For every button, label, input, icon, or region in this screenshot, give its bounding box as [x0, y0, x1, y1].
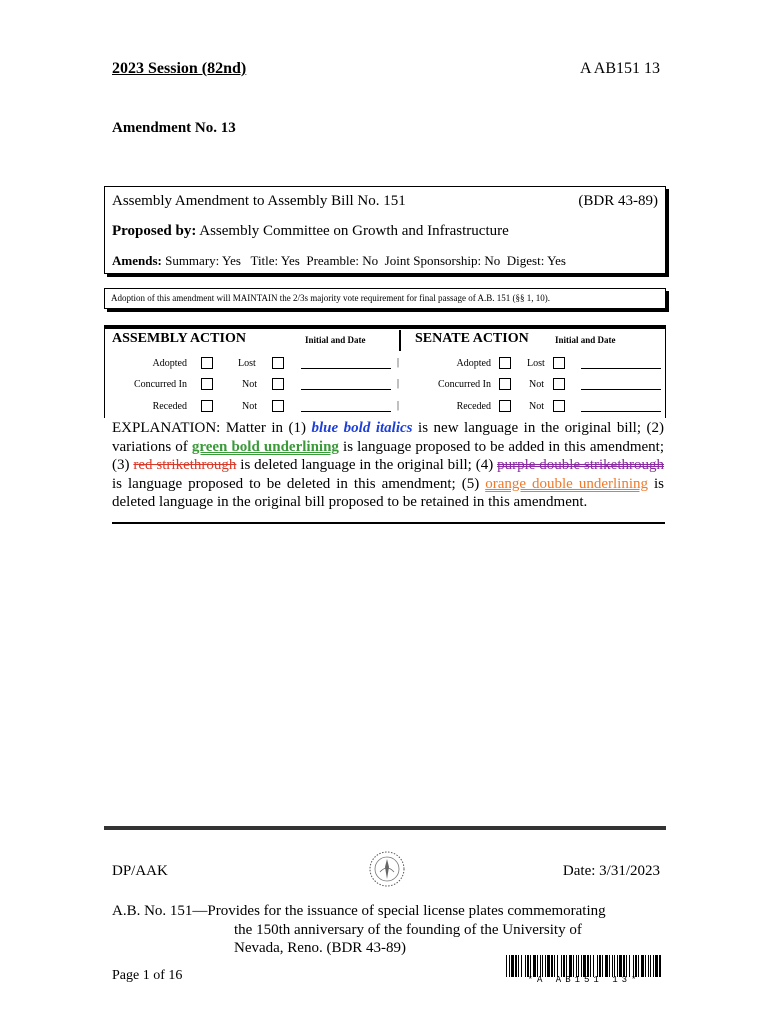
row-divider: |	[397, 378, 400, 389]
assembly-initial-line[interactable]	[301, 411, 391, 412]
senate-lost-checkbox[interactable]	[553, 357, 565, 369]
adoption-notice: Adoption of this amendment will MAINTAIN the 2/3s majority vote requirement for final passage of A.B. 151 (§§ 1, 10).	[111, 293, 550, 303]
senate-concurred-checkbox[interactable]	[499, 378, 511, 390]
assembly-initial-line[interactable]	[301, 389, 391, 390]
explanation-text: is deleted language in the original bill proposed to be retained in this amendment.	[112, 475, 665, 510]
assembly-adopted-checkbox[interactable]	[201, 357, 213, 369]
assembly-concurred-label: Concurred In	[133, 379, 187, 390]
amends-values: Summary: Yes Title: Yes Preamble: No Joint Sponsorship: No Digest: Yes	[165, 253, 566, 268]
action-separator	[399, 330, 401, 351]
assembly-not-receded-checkbox[interactable]	[272, 400, 284, 412]
bill-identifier: A AB151 13	[579, 60, 660, 77]
footer-divider	[104, 826, 666, 830]
action-table	[104, 325, 666, 418]
explanation-blue-bold-italics: blue bold italics	[311, 420, 413, 436]
bill-description-line: A.B. No. 151—Provides for the issuance of special license plates commemorating	[112, 903, 606, 919]
state-seal-icon	[368, 850, 406, 888]
bill-description	[112, 902, 606, 958]
drafter-initials: DP/AAK	[112, 863, 168, 879]
senate-receded-label: Receded	[456, 401, 491, 412]
proposed-by	[112, 223, 509, 240]
assembly-initial-and-date: Initial and Date	[305, 335, 366, 345]
amends-label: Amends:	[112, 253, 162, 268]
explanation-red-strikethrough: red strikethrough	[133, 457, 237, 473]
senate-lost-label: Lost	[527, 358, 545, 369]
explanation-text: is new language in the original bill; (2) variations of	[112, 420, 665, 455]
amendment-date: Date: 3/31/2023	[562, 863, 660, 879]
row-divider: |	[397, 400, 400, 411]
senate-not-receded-checkbox[interactable]	[553, 400, 565, 412]
senate-initial-line[interactable]	[581, 368, 661, 369]
senate-action-heading: SENATE ACTION	[415, 331, 529, 346]
senate-receded-checkbox[interactable]	[499, 400, 511, 412]
adoption-notice-box	[104, 288, 666, 309]
senate-adopted-label: Adopted	[456, 358, 491, 369]
barcode-icon	[506, 955, 662, 977]
explanation-paragraph	[112, 419, 664, 512]
assembly-receded-checkbox[interactable]	[201, 400, 213, 412]
assembly-action-heading: ASSEMBLY ACTION	[112, 331, 246, 346]
assembly-adopted-label: Adopted	[152, 358, 187, 369]
row-divider: |	[397, 357, 400, 368]
bill-description-line: Nevada, Reno. (BDR 43-89)	[234, 940, 407, 956]
explanation-divider	[112, 522, 665, 524]
proposed-by-label: Proposed by:	[112, 223, 197, 239]
bdr-number: (BDR 43-89)	[578, 193, 658, 209]
assembly-not-concurred-label: Not	[242, 379, 257, 390]
explanation-orange-double-underlining: orange double underlining	[485, 475, 648, 492]
assembly-concurred-checkbox[interactable]	[201, 378, 213, 390]
explanation-green-underlining: green bold underlining	[191, 438, 339, 455]
assembly-not-receded-label: Not	[242, 401, 257, 412]
explanation-text: is language proposed to be deleted in this amendment; (5)	[112, 475, 486, 492]
assembly-lost-checkbox[interactable]	[272, 357, 284, 369]
explanation-text: is language proposed to be added in this amendment; (3)	[112, 438, 664, 473]
proposed-by-committee: Assembly Committee on Growth and Infrastructure	[199, 223, 509, 239]
senate-not-concurred-label: Not	[529, 379, 544, 390]
senate-not-receded-label: Not	[529, 401, 544, 412]
bill-description-line: the 150th anniversary of the founding of the University of	[234, 921, 582, 938]
explanation-text: is deleted language in the original bill; (4)	[236, 457, 498, 473]
page-number: Page 1 of 16	[112, 968, 183, 983]
explanation-purple-double-strikethrough: purple double strikethrough	[497, 457, 665, 473]
senate-adopted-checkbox[interactable]	[499, 357, 511, 369]
barcode-text: *A AB151 13*	[527, 975, 641, 985]
amends-line	[112, 253, 566, 269]
assembly-lost-label: Lost	[238, 358, 256, 369]
amendment-info-box	[104, 186, 666, 274]
explanation-text: EXPLANATION: Matter in (1)	[112, 420, 312, 436]
amendment-title: Assembly Amendment to Assembly Bill No. 151	[112, 193, 406, 209]
session-title: 2023 Session (82nd)	[112, 60, 247, 77]
senate-concurred-label: Concurred In	[437, 379, 491, 390]
amendment-number: Amendment No. 13	[112, 120, 236, 136]
senate-not-concurred-checkbox[interactable]	[553, 378, 565, 390]
assembly-receded-label: Receded	[152, 401, 187, 412]
senate-initial-and-date: Initial and Date	[555, 335, 616, 345]
assembly-not-concurred-checkbox[interactable]	[272, 378, 284, 390]
senate-initial-line[interactable]	[581, 411, 661, 412]
senate-initial-line[interactable]	[581, 389, 661, 390]
assembly-initial-line[interactable]	[301, 368, 391, 369]
